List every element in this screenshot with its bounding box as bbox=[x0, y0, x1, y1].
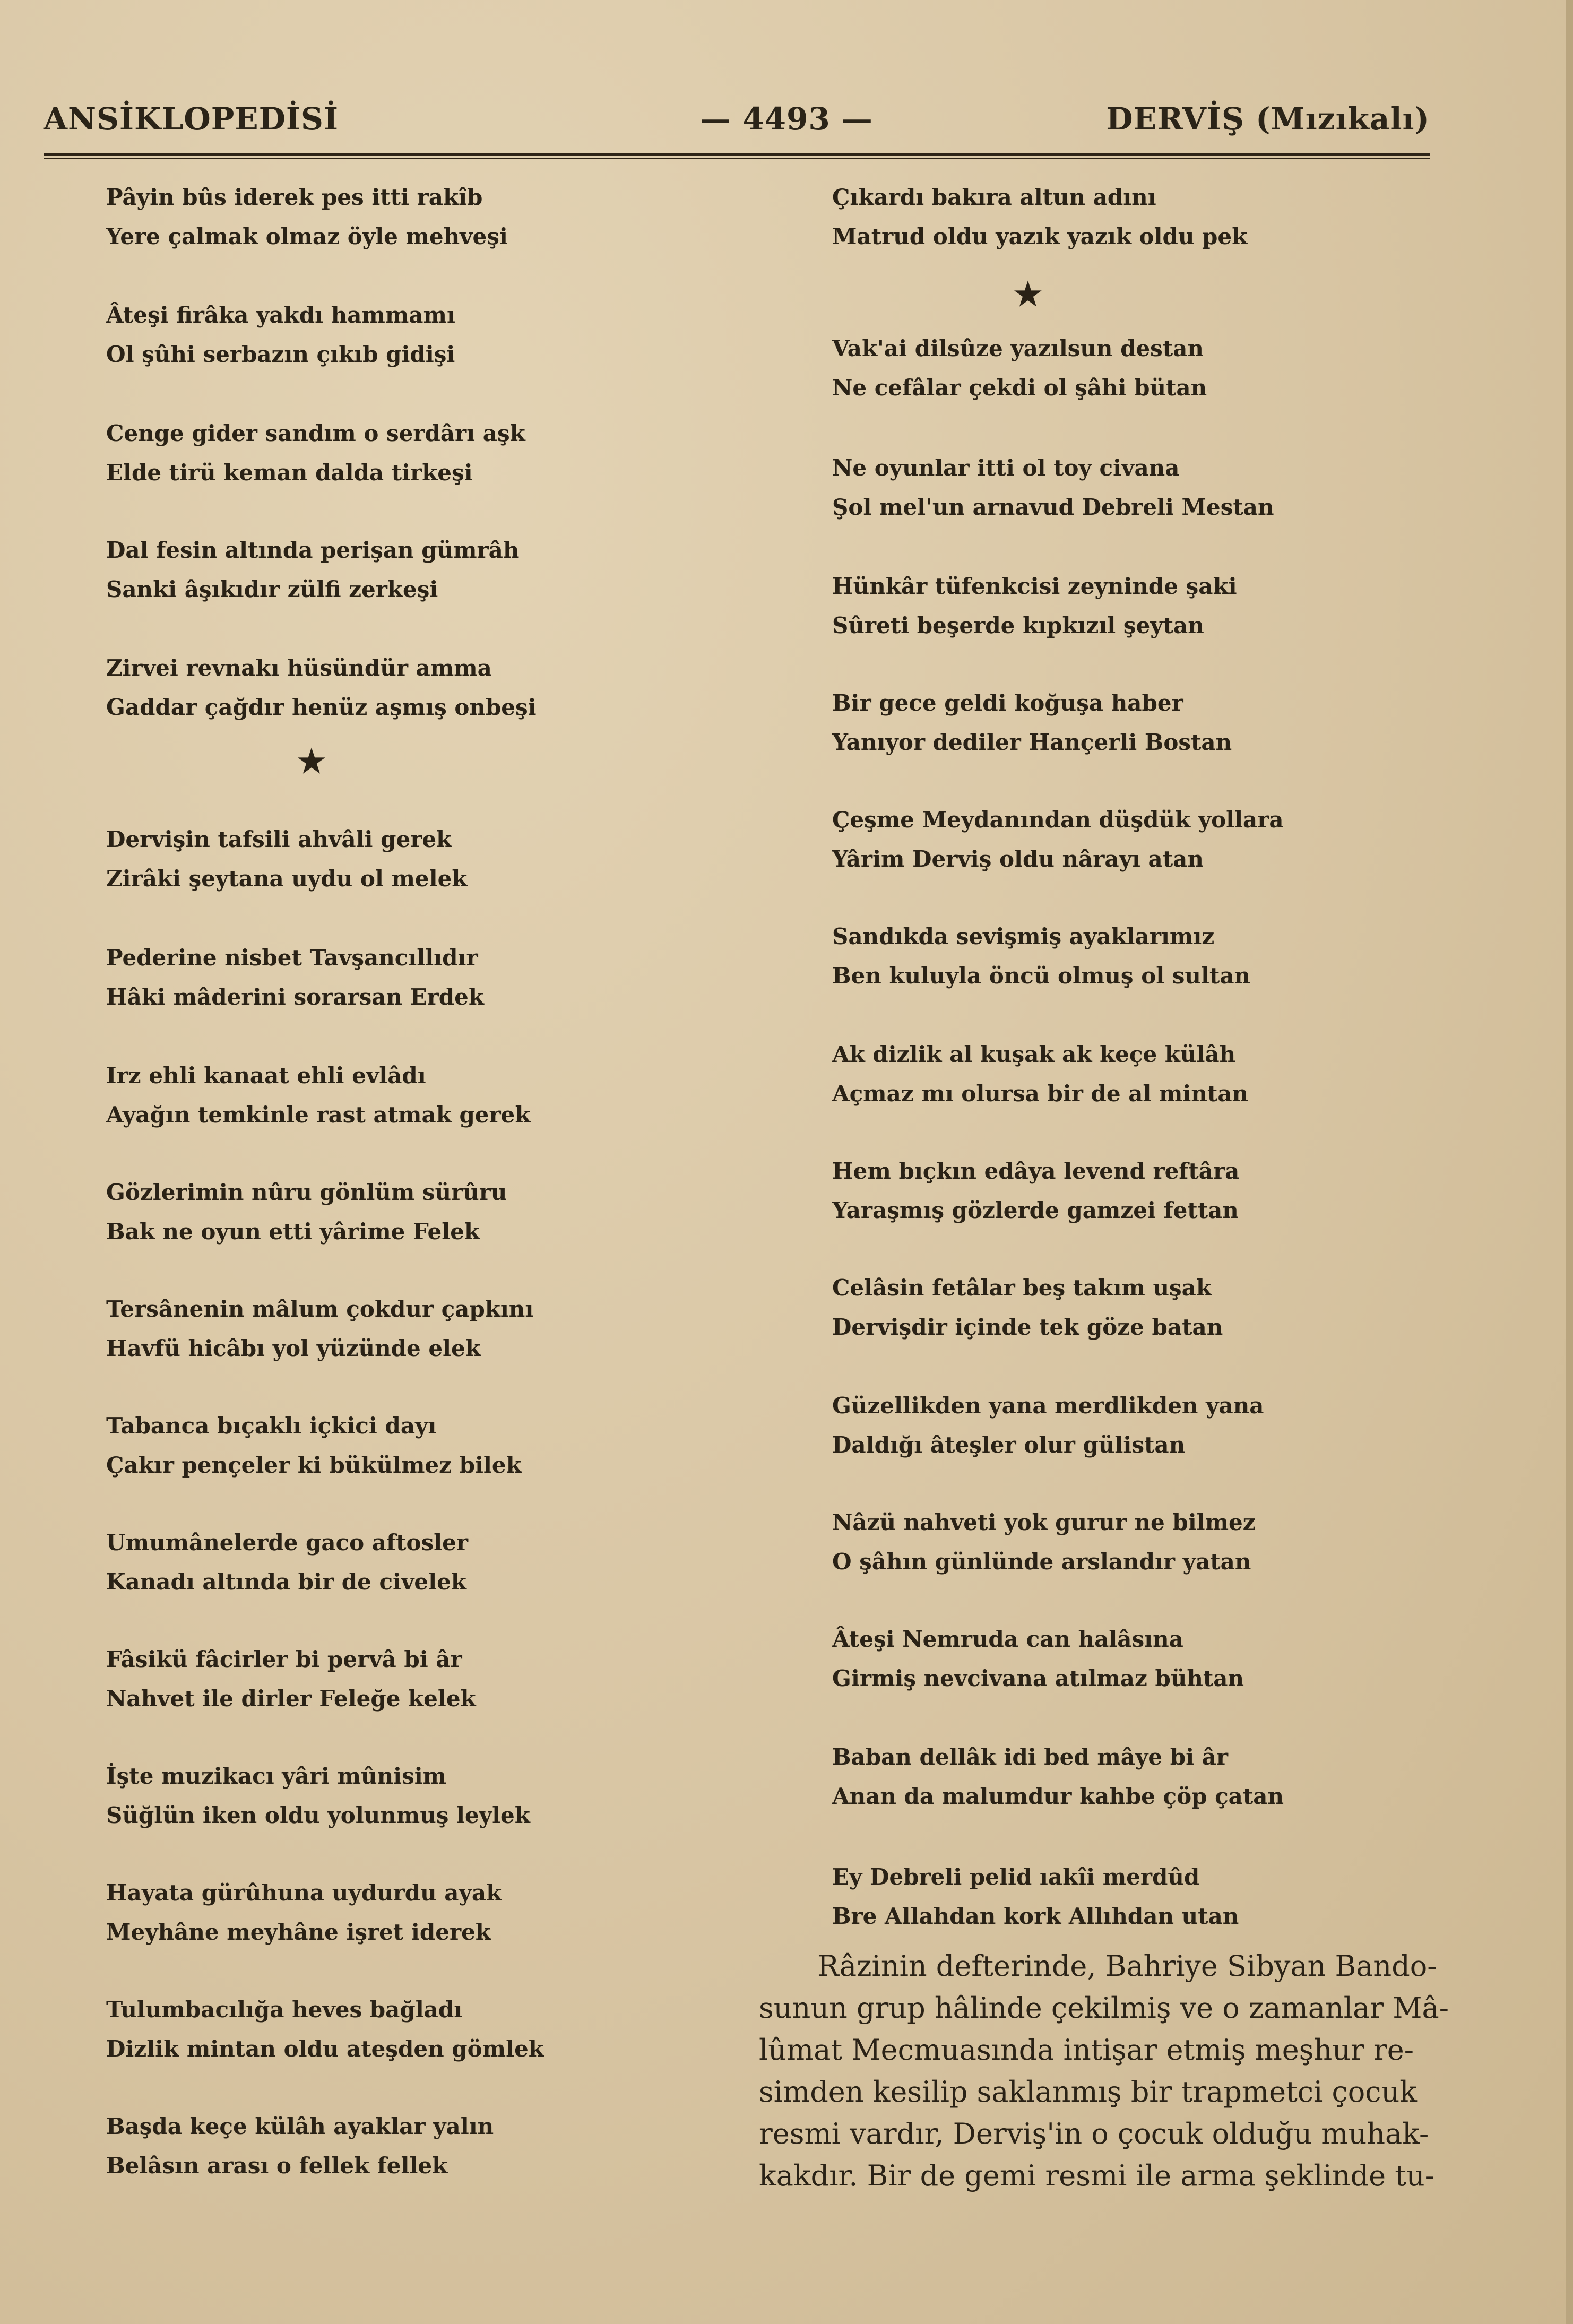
verse-line: Güzellikden yana merdlikden yana bbox=[832, 1393, 1264, 1419]
verse-line: Ak dizlik al kuşak ak keçe külâh bbox=[832, 1041, 1236, 1067]
verse-line: Baban dellâk idi bed mâye bi âr bbox=[832, 1744, 1229, 1770]
verse-line: Açmaz mı olursa bir de al mintan bbox=[832, 1081, 1249, 1107]
verse-line: Âteşi Nemruda can halâsına bbox=[832, 1626, 1183, 1652]
verse-line: Yârim Derviş oldu nârayı atan bbox=[832, 846, 1204, 872]
verse-line: Havfü hicâbı yol yüzünde elek bbox=[106, 1335, 481, 1361]
verse-line: Sanki âşıkıdır zülfi zerkeşi bbox=[106, 576, 438, 602]
verse-line: Pederine nisbet Tavşancıllıdır bbox=[106, 945, 478, 971]
stanza bbox=[832, 1620, 1244, 1698]
prose-line: Râzinin defterinde, Bahriye Sibyan Bando- bbox=[817, 1949, 1437, 1983]
verse-line: Cenge gider sandım o serdârı aşk bbox=[106, 420, 525, 446]
verse-line: Vak'ai dilsûze yazılsun destan bbox=[832, 335, 1204, 361]
header-rule-thin bbox=[44, 158, 1430, 159]
verse-line: Belâsın arası o fellek fellek bbox=[106, 2153, 448, 2179]
stanza bbox=[106, 938, 484, 1017]
verse-line: Kanadı altında bir de civelek bbox=[106, 1569, 466, 1595]
entry-title: DERVİŞ (Mızıkalı) bbox=[1106, 101, 1430, 137]
verse-line: Sandıkda sevişmiş ayaklarımız bbox=[832, 923, 1215, 949]
verse-line: Ey Debreli pelid ıakîi merdûd bbox=[832, 1864, 1200, 1890]
stanza bbox=[832, 448, 1274, 527]
verse-line: Dervişin tafsili ahvâli gerek bbox=[106, 826, 452, 852]
stanza bbox=[106, 1640, 476, 1718]
verse-line: Tersânenin mâlum çokdur çapkını bbox=[106, 1296, 534, 1322]
verse-line: Zirvei revnakı hüsündür amma bbox=[106, 655, 492, 681]
prose-line: kakdır. Bir de gemi resmi ile arma şeklinde tu- bbox=[759, 2159, 1434, 2192]
header-rule bbox=[44, 153, 1430, 156]
verse-line: Dizlik mintan oldu ateşden gömlek bbox=[106, 2036, 544, 2062]
verse-line: Çeşme Meydanından düşdük yollara bbox=[832, 807, 1284, 833]
stanza bbox=[832, 1738, 1284, 1816]
verse-line: Gözlerimin nûru gönlüm sürûru bbox=[106, 1179, 507, 1205]
verse-line: Matrud oldu yazık yazık oldu pek bbox=[832, 223, 1248, 249]
verse-line: İşte muzikacı yâri mûnisim bbox=[106, 1763, 447, 1789]
stanza bbox=[832, 329, 1207, 408]
stanza bbox=[832, 567, 1237, 645]
prose-paragraph bbox=[759, 1945, 1449, 2197]
page-number: — 4493 — bbox=[700, 101, 873, 137]
verse-line: Bre Allahdan kork Allıhdan utan bbox=[832, 1903, 1239, 1929]
verse-line: Tabanca bıçaklı içkici dayı bbox=[106, 1413, 437, 1439]
page-header bbox=[0, 0, 1573, 159]
stanza bbox=[832, 1268, 1223, 1347]
verse-line: Ayağın temkinle rast atmak gerek bbox=[106, 1102, 531, 1128]
section-star: ★ bbox=[297, 743, 326, 780]
verse-line: Başda keçe külâh ayaklar yalın bbox=[106, 2113, 494, 2139]
verse-line: Bir gece geldi koğuşa haber bbox=[832, 690, 1183, 716]
stanza bbox=[832, 684, 1232, 762]
verse-line: Daldığı âteşler olur gülistan bbox=[832, 1432, 1186, 1458]
stanza bbox=[832, 1386, 1264, 1465]
stanza bbox=[106, 1173, 507, 1251]
verse-line: Irz ehli kanaat ehli evlâdı bbox=[106, 1062, 426, 1088]
verse-line: Pâyin bûs iderek pes itti rakîb bbox=[106, 184, 483, 210]
verse-line: Süğlün iken oldu yolunmuş leylek bbox=[106, 1802, 530, 1828]
stanza bbox=[832, 917, 1250, 996]
stanza bbox=[106, 296, 455, 374]
verse-line: Ne cefâlar çekdi ol şâhi bütan bbox=[832, 375, 1207, 401]
verse-line: Hâki mâderini sorarsan Erdek bbox=[106, 984, 484, 1010]
stanza bbox=[106, 1873, 502, 1952]
verse-line: O şâhın günlünde arslandır yatan bbox=[832, 1549, 1251, 1575]
stanza bbox=[106, 1056, 530, 1135]
stanza bbox=[106, 2107, 494, 2185]
stanza bbox=[832, 1858, 1239, 1936]
stanza bbox=[106, 414, 525, 493]
verse-line: Hünkâr tüfenkcisi zeyninde şaki bbox=[832, 573, 1237, 599]
stanza bbox=[832, 1503, 1256, 1582]
prose-line: resmi vardır, Derviş'in o çocuk olduğu muhak- bbox=[759, 2117, 1429, 2150]
verse-line: Yanıyor dediler Hançerli Bostan bbox=[832, 729, 1232, 755]
stanza bbox=[106, 531, 519, 609]
prose-line: lûmat Mecmuasında intişar etmiş meşhur re- bbox=[759, 2033, 1414, 2067]
verse-line: Ol şûhi serbazın çıkıb gidişi bbox=[106, 341, 455, 367]
stanza bbox=[832, 800, 1284, 879]
stanza bbox=[106, 1406, 522, 1485]
verse-line: Çıkardı bakıra altun adını bbox=[832, 184, 1156, 210]
stanza bbox=[106, 1523, 468, 1602]
verse-line: Hem bıçkın edâya levend reftâra bbox=[832, 1158, 1240, 1184]
verse-line: Gaddar çağdır henüz aşmış onbeşi bbox=[106, 694, 537, 720]
stanza bbox=[106, 1290, 533, 1368]
verse-line: Şol mel'un arnavud Debreli Mestan bbox=[832, 494, 1274, 520]
stanza bbox=[832, 1152, 1239, 1230]
verse-line: Âteşi firâka yakdı hammamı bbox=[106, 302, 455, 328]
verse-line: Tulumbacılığa heves bağladı bbox=[106, 1997, 463, 2023]
stanza bbox=[106, 1990, 544, 2069]
stanza bbox=[106, 649, 537, 727]
verse-line: Ne oyunlar itti ol toy civana bbox=[832, 455, 1180, 481]
verse-line: Bak ne oyun etti yârime Felek bbox=[106, 1219, 480, 1245]
verse-line: Dal fesin altında perişan gümrâh bbox=[106, 537, 520, 563]
prose-line: simden kesilip saklanmış bir trapmetci çocuk bbox=[759, 2075, 1417, 2109]
verse-line: Fâsikü fâcirler bi pervâ bi âr bbox=[106, 1646, 462, 1672]
stanza bbox=[106, 178, 508, 256]
verse-line: Umumânelerde gaco aftosler bbox=[106, 1530, 468, 1556]
verse-line: Nahvet ile dirler Feleğe kelek bbox=[106, 1686, 476, 1712]
verse-line: Celâsin fetâlar beş takım uşak bbox=[832, 1275, 1212, 1301]
verse-line: Hayata gürûhuna uydurdu ayak bbox=[106, 1880, 502, 1906]
verse-line: Meyhâne meyhâne işret iderek bbox=[106, 1919, 491, 1945]
section-star: ★ bbox=[1014, 276, 1042, 313]
verse-line: Nâzü nahveti yok gurur ne bilmez bbox=[832, 1509, 1256, 1535]
verse-line: Anan da malumdur kahbe çöp çatan bbox=[832, 1783, 1284, 1809]
encyclopedia-title: ANSİKLOPEDİSİ bbox=[44, 101, 339, 137]
stanza bbox=[832, 1035, 1248, 1113]
verse-line: Girmiş nevcivana atılmaz bühtan bbox=[832, 1665, 1244, 1691]
verse-line: Ben kuluyla öncü olmuş ol sultan bbox=[832, 963, 1251, 989]
stanza bbox=[106, 820, 467, 899]
stanza bbox=[106, 1757, 530, 1835]
verse-line: Yaraşmış gözlerde gamzei fettan bbox=[832, 1197, 1239, 1223]
verse-line: Sûreti beşerde kıpkızıl şeytan bbox=[832, 612, 1204, 638]
page-edge bbox=[1566, 0, 1573, 2324]
verse-line: Dervişdir içinde tek göze batan bbox=[832, 1314, 1223, 1340]
prose-line: sunun grup hâlinde çekilmiş ve o zamanlar Mâ- bbox=[759, 1991, 1449, 2025]
verse-line: Çakır pençeler ki bükülmez bilek bbox=[106, 1452, 522, 1478]
stanza bbox=[832, 178, 1247, 256]
verse-line: Elde tirü keman dalda tirkeşi bbox=[106, 460, 473, 486]
verse-line: Yere çalmak olmaz öyle mehveşi bbox=[106, 223, 508, 249]
verse-line: Zirâki şeytana uydu ol melek bbox=[106, 866, 468, 892]
